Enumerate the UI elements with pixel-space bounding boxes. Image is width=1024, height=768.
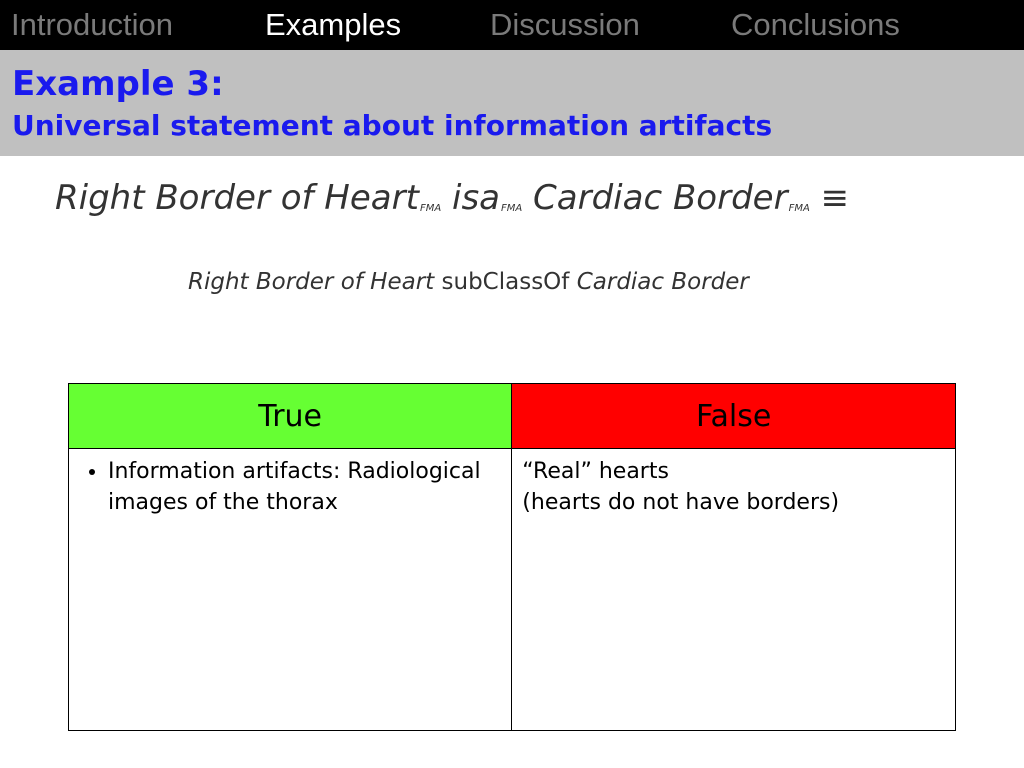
slide-title-band (0, 50, 1024, 156)
equivalence-symbol: ≡ (820, 178, 850, 218)
tab-examples[interactable]: Examples (265, 7, 402, 42)
statement-relation-subscript: FMA (501, 203, 523, 214)
tab-discussion[interactable]: Discussion (490, 7, 640, 42)
slide-subtitle: Universal statement about information artifacts (12, 109, 773, 142)
tab-introduction[interactable]: Introduction (11, 7, 173, 42)
slide-title: Example 3: (12, 64, 224, 104)
truth-table (68, 383, 956, 731)
statement-term2-subscript: FMA (788, 203, 810, 214)
statement-term1: Right Border of Heart (55, 178, 419, 218)
subclass-statement (188, 267, 749, 297)
false-line: “Real” hearts (522, 459, 669, 484)
statement-term2: Cardiac Border (533, 178, 788, 218)
true-list (69, 456, 511, 518)
statement-term1-subscript: FMA (419, 203, 442, 214)
statement-relation: isa (452, 178, 500, 218)
top-navigation-bar (0, 0, 1024, 50)
false-cell (512, 449, 956, 731)
false-line: (hearts do not have borders) (522, 490, 840, 515)
true-list-item: • Information artifacts: Radiological images of the thorax (108, 456, 511, 518)
subclass-term2: Cardiac Border (576, 269, 749, 295)
tab-conclusions[interactable]: Conclusions (731, 7, 900, 42)
subclass-relation: subClassOf (441, 269, 570, 295)
true-cell (69, 449, 512, 731)
false-column-header: False (512, 384, 956, 449)
formal-statement (55, 176, 849, 231)
true-column-header: True (69, 384, 512, 449)
subclass-term1: Right Border of Heart (188, 269, 435, 295)
